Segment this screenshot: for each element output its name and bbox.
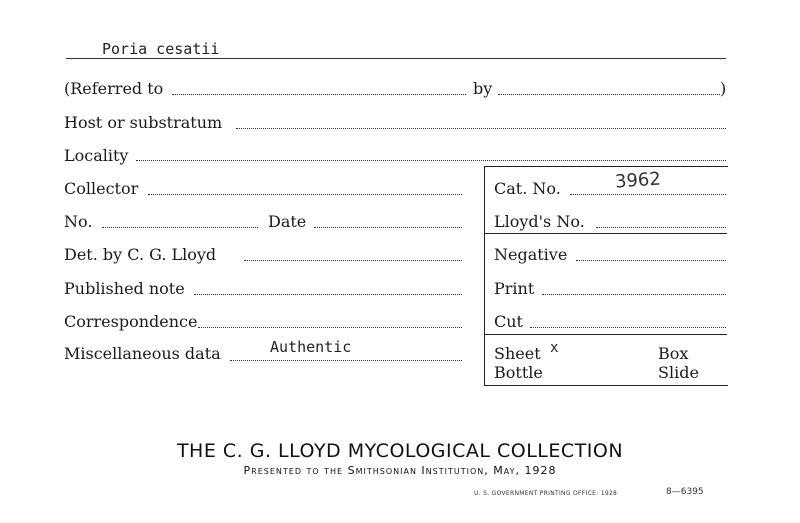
negative-field[interactable]	[576, 260, 726, 261]
correspondence-label: Correspondence	[64, 312, 198, 331]
lloyds-no-field[interactable]	[596, 227, 726, 228]
species-line	[66, 58, 726, 59]
referred-to-label: (Referred to	[64, 79, 164, 98]
correspondence-field[interactable]	[198, 327, 462, 328]
misc-data-value: Authentic	[270, 338, 352, 356]
bottle-label: Bottle	[494, 363, 543, 382]
sheet-label: Sheet	[494, 344, 541, 363]
close-paren: )	[720, 79, 727, 98]
misc-data-label: Miscellaneous data	[64, 344, 221, 363]
collector-label: Collector	[64, 179, 139, 198]
collection-subtitle: Presented to the Smithsonian Institution, May, 1928	[243, 464, 557, 477]
sheet-mark: x	[550, 340, 559, 356]
no-label: No.	[64, 212, 93, 231]
collector-field[interactable]	[148, 194, 462, 195]
cut-field[interactable]	[530, 327, 726, 328]
det-by-field[interactable]	[244, 260, 462, 261]
cat-no-field[interactable]	[570, 194, 726, 195]
locality-field[interactable]	[136, 160, 726, 161]
print-label: Print	[494, 279, 535, 298]
cat-no-value: 3962	[614, 168, 662, 193]
species-name: Poria cesatii	[102, 40, 220, 58]
by-field[interactable]	[498, 94, 720, 95]
date-field[interactable]	[314, 227, 462, 228]
published-note-label: Published note	[64, 279, 185, 298]
box-label: Box	[658, 344, 689, 363]
published-note-field[interactable]	[194, 294, 462, 295]
date-label: Date	[268, 212, 307, 231]
referred-to-field[interactable]	[172, 94, 466, 95]
misc-data-field[interactable]	[230, 360, 462, 361]
det-by-label: Det. by C. G. Lloyd	[64, 245, 217, 264]
host-field[interactable]	[236, 128, 726, 129]
by-label: by	[473, 79, 493, 98]
print-field[interactable]	[542, 294, 726, 295]
negative-label: Negative	[494, 245, 568, 264]
locality-label: Locality	[64, 146, 129, 165]
collection-title: THE C. G. LLOYD MYCOLOGICAL COLLECTION	[176, 440, 624, 462]
box-divider-2	[484, 334, 727, 335]
cat-no-label: Cat. No.	[494, 179, 561, 198]
form-code: 8—6395	[666, 487, 704, 497]
no-field[interactable]	[102, 227, 258, 228]
cut-label: Cut	[494, 312, 523, 331]
lloyds-no-label: Lloyd's No.	[494, 212, 585, 231]
host-label: Host or substratum	[64, 113, 223, 132]
box-divider-1	[484, 233, 727, 234]
printing-office-note: U. S. GOVERNMENT PRINTING OFFICE: 1928	[474, 490, 618, 497]
slide-label: Slide	[658, 363, 699, 382]
